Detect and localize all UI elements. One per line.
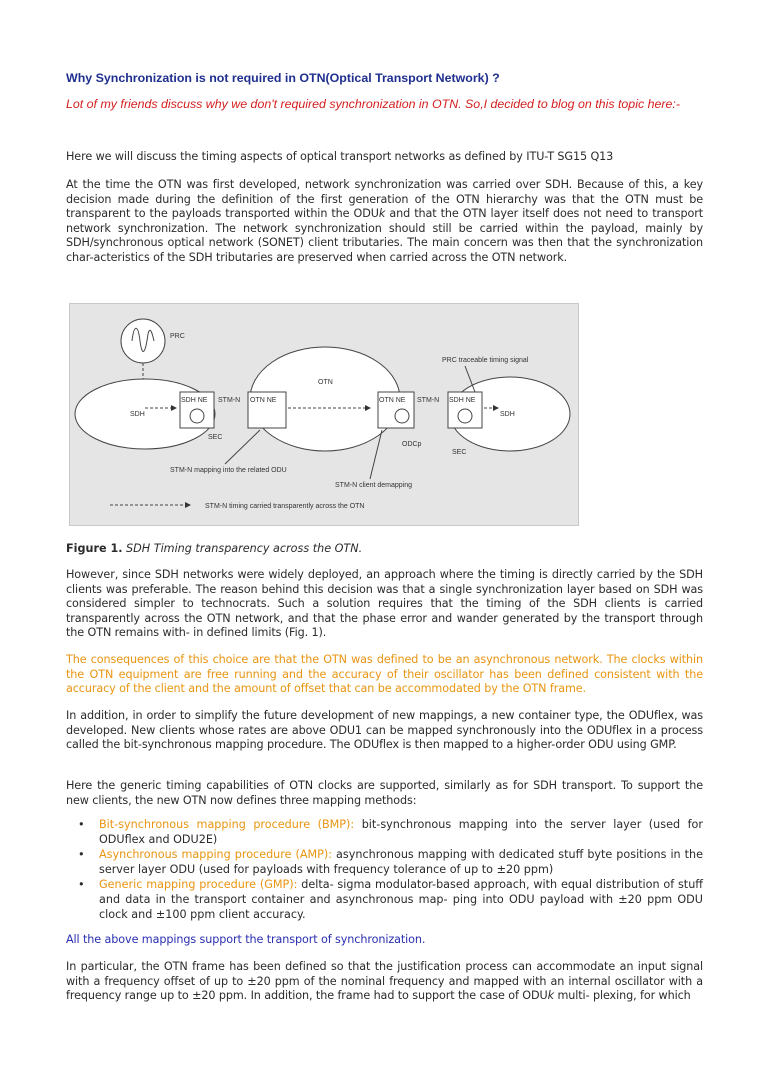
figure-sdh-timing-diagram <box>69 303 579 526</box>
list-item: • Asynchronous mapping procedure (AMP): asynchronous mapping with dedicated stuff byte positions in the server layer ODU (used for payloads with frequency tolerance of up to ±20 ppm) <box>78 848 703 876</box>
mapping-methods-list <box>66 818 703 923</box>
page-title: Why Synchronization is not required in OTN(Optical Transport Network) ? <box>66 71 500 85</box>
prc-traceable-label: PRC traceable timing signal <box>442 357 529 364</box>
svg-text:SEC: SEC <box>452 449 467 456</box>
svg-text:STM-N: STM-N <box>417 397 440 404</box>
svg-text:ODCp: ODCp <box>402 441 422 448</box>
figure-caption: Figure 1. SDH Timing transparency across the OTN. <box>66 542 363 555</box>
paragraph-1: Here we will discuss the timing aspects of optical transport networks as defined by ITU-T SG15 Q13 <box>66 150 614 163</box>
prc-label: PRC <box>170 333 185 340</box>
mapping-label: STM-N mapping into the related ODU <box>170 467 287 474</box>
paragraph-4-highlight: The consequences of this choice are that the OTN was defined to be an asynchronous network. The clocks within the OTN equipment are free running and the accuracy of their oscillator has been defined consistent with the accuracy of the client and the amount of offset that can be accommodated by the OTN frame. <box>66 653 703 696</box>
timing-diagram <box>70 304 578 525</box>
svg-text:OTN NE: OTN NE <box>379 397 406 404</box>
svg-text:SDH NE: SDH NE <box>449 397 476 404</box>
sdh-left-label: SDH <box>130 411 145 418</box>
paragraph-5: In addition, in order to simplify the future development of new mappings, a new container type, the ODUflex, was developed. New clients whose rates are above ODU1 can be mapped synchronously into the ODUflex in a process called the bit-synchronous mapping procedure. The ODUflex is then mapped to a higher-order ODU using GMP. <box>66 709 703 752</box>
prc-clock-icon <box>121 319 165 363</box>
legend-label: STM-N timing carried transparently across the OTN <box>205 503 365 510</box>
paragraph-6: Here the generic timing capabilities of OTN clocks are supported, similarly as for SDH transport. To support the new clients, the new OTN now defines three mapping methods: <box>66 779 703 807</box>
demapping-label: STM-N client demapping <box>335 482 413 489</box>
sdh-right-label: SDH <box>500 411 515 418</box>
svg-text:SEC: SEC <box>208 434 223 441</box>
list-item: • Generic mapping procedure (GMP): delta- sigma modulator-based approach, with equal distribution of stuff and data in the transport container and asynchronous map- ping into ODU payload with ±20 ppm ODU clock and ±100 ppm client accuracy. <box>78 878 703 921</box>
paragraph-2: At the time the OTN was first developed, network synchronization was carried over SDH. Because of this, a key decision made during the definition of the first generation of the OTN hierarchy was that the OTN must be transparent to the payloads transported within the ODUk and that the OTN layer itself does not need to transport network synchronization. The network synchronization should still be carried within the payload, mainly by SDH/synchronous optical network (SONET) client tributaries. The main concern was then that the synchronization char-acteristics of the SDH tributaries are preserved when carried across the OTN network. <box>66 178 703 264</box>
svg-text:SDH NE: SDH NE <box>181 397 208 404</box>
paragraph-7-highlight: All the above mappings support the transport of synchronization. <box>66 933 426 946</box>
paragraph-3: However, since SDH networks were widely deployed, an approach where the timing is directly carried by the SDH clients was preferable. The reason behind this decision was that a single synchronization layer based on SDH was considered simpler to technocrats. Such a solution requires that the timing of the SDH clients is carried transparently across the OTN network, and that the phase error and wander generated by the transport through the OTN remains with- in defined limits (Fig. 1). <box>66 568 703 640</box>
svg-text:OTN NE: OTN NE <box>250 397 277 404</box>
intro-line: Lot of my friends discuss why we don't required synchronization in OTN. So,I decided to blog on this topic here:- <box>66 97 680 111</box>
list-item: • Bit-synchronous mapping procedure (BMP): bit-synchronous mapping into the server layer (used for ODUflex and ODU2E) <box>78 818 703 846</box>
svg-text:STM-N: STM-N <box>218 397 241 404</box>
paragraph-8: In particular, the OTN frame has been defined so that the justification process can accommodate an input signal with a frequency offset of up to ±20 ppm of the nominal frequency and mapped with an internal oscillator with a frequency range up to ±20 ppm. In addition, the frame had to support the case of ODUk multi- plexing, for which <box>66 960 703 1003</box>
otn-label: OTN <box>318 379 333 386</box>
